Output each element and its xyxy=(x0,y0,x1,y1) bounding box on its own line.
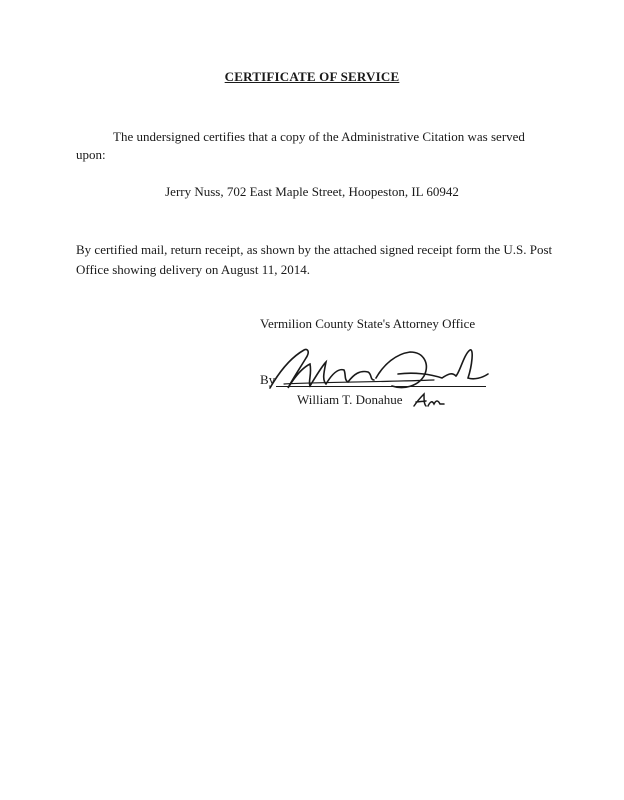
handwritten-initials xyxy=(412,392,446,410)
recipient-address: Jerry Nuss, 702 East Maple Street, Hoopeston, IL 60942 xyxy=(165,184,459,199)
handwritten-signature xyxy=(264,344,492,398)
certification-paragraph: The undersigned certifies that a copy of the Administrative Citation was served upon: xyxy=(76,129,525,162)
by-label: By xyxy=(260,372,276,387)
document-title: CERTIFICATE OF SERVICE xyxy=(224,69,400,84)
office-name: Vermilion County State's Attorney Office xyxy=(260,316,476,331)
signer-name: William T. Donahue xyxy=(297,392,403,407)
delivery-paragraph: By certified mail, return receipt, as shown by the attached signed receipt form the U.S. Post Office showing delivery on August 11, 2014. xyxy=(76,242,553,277)
